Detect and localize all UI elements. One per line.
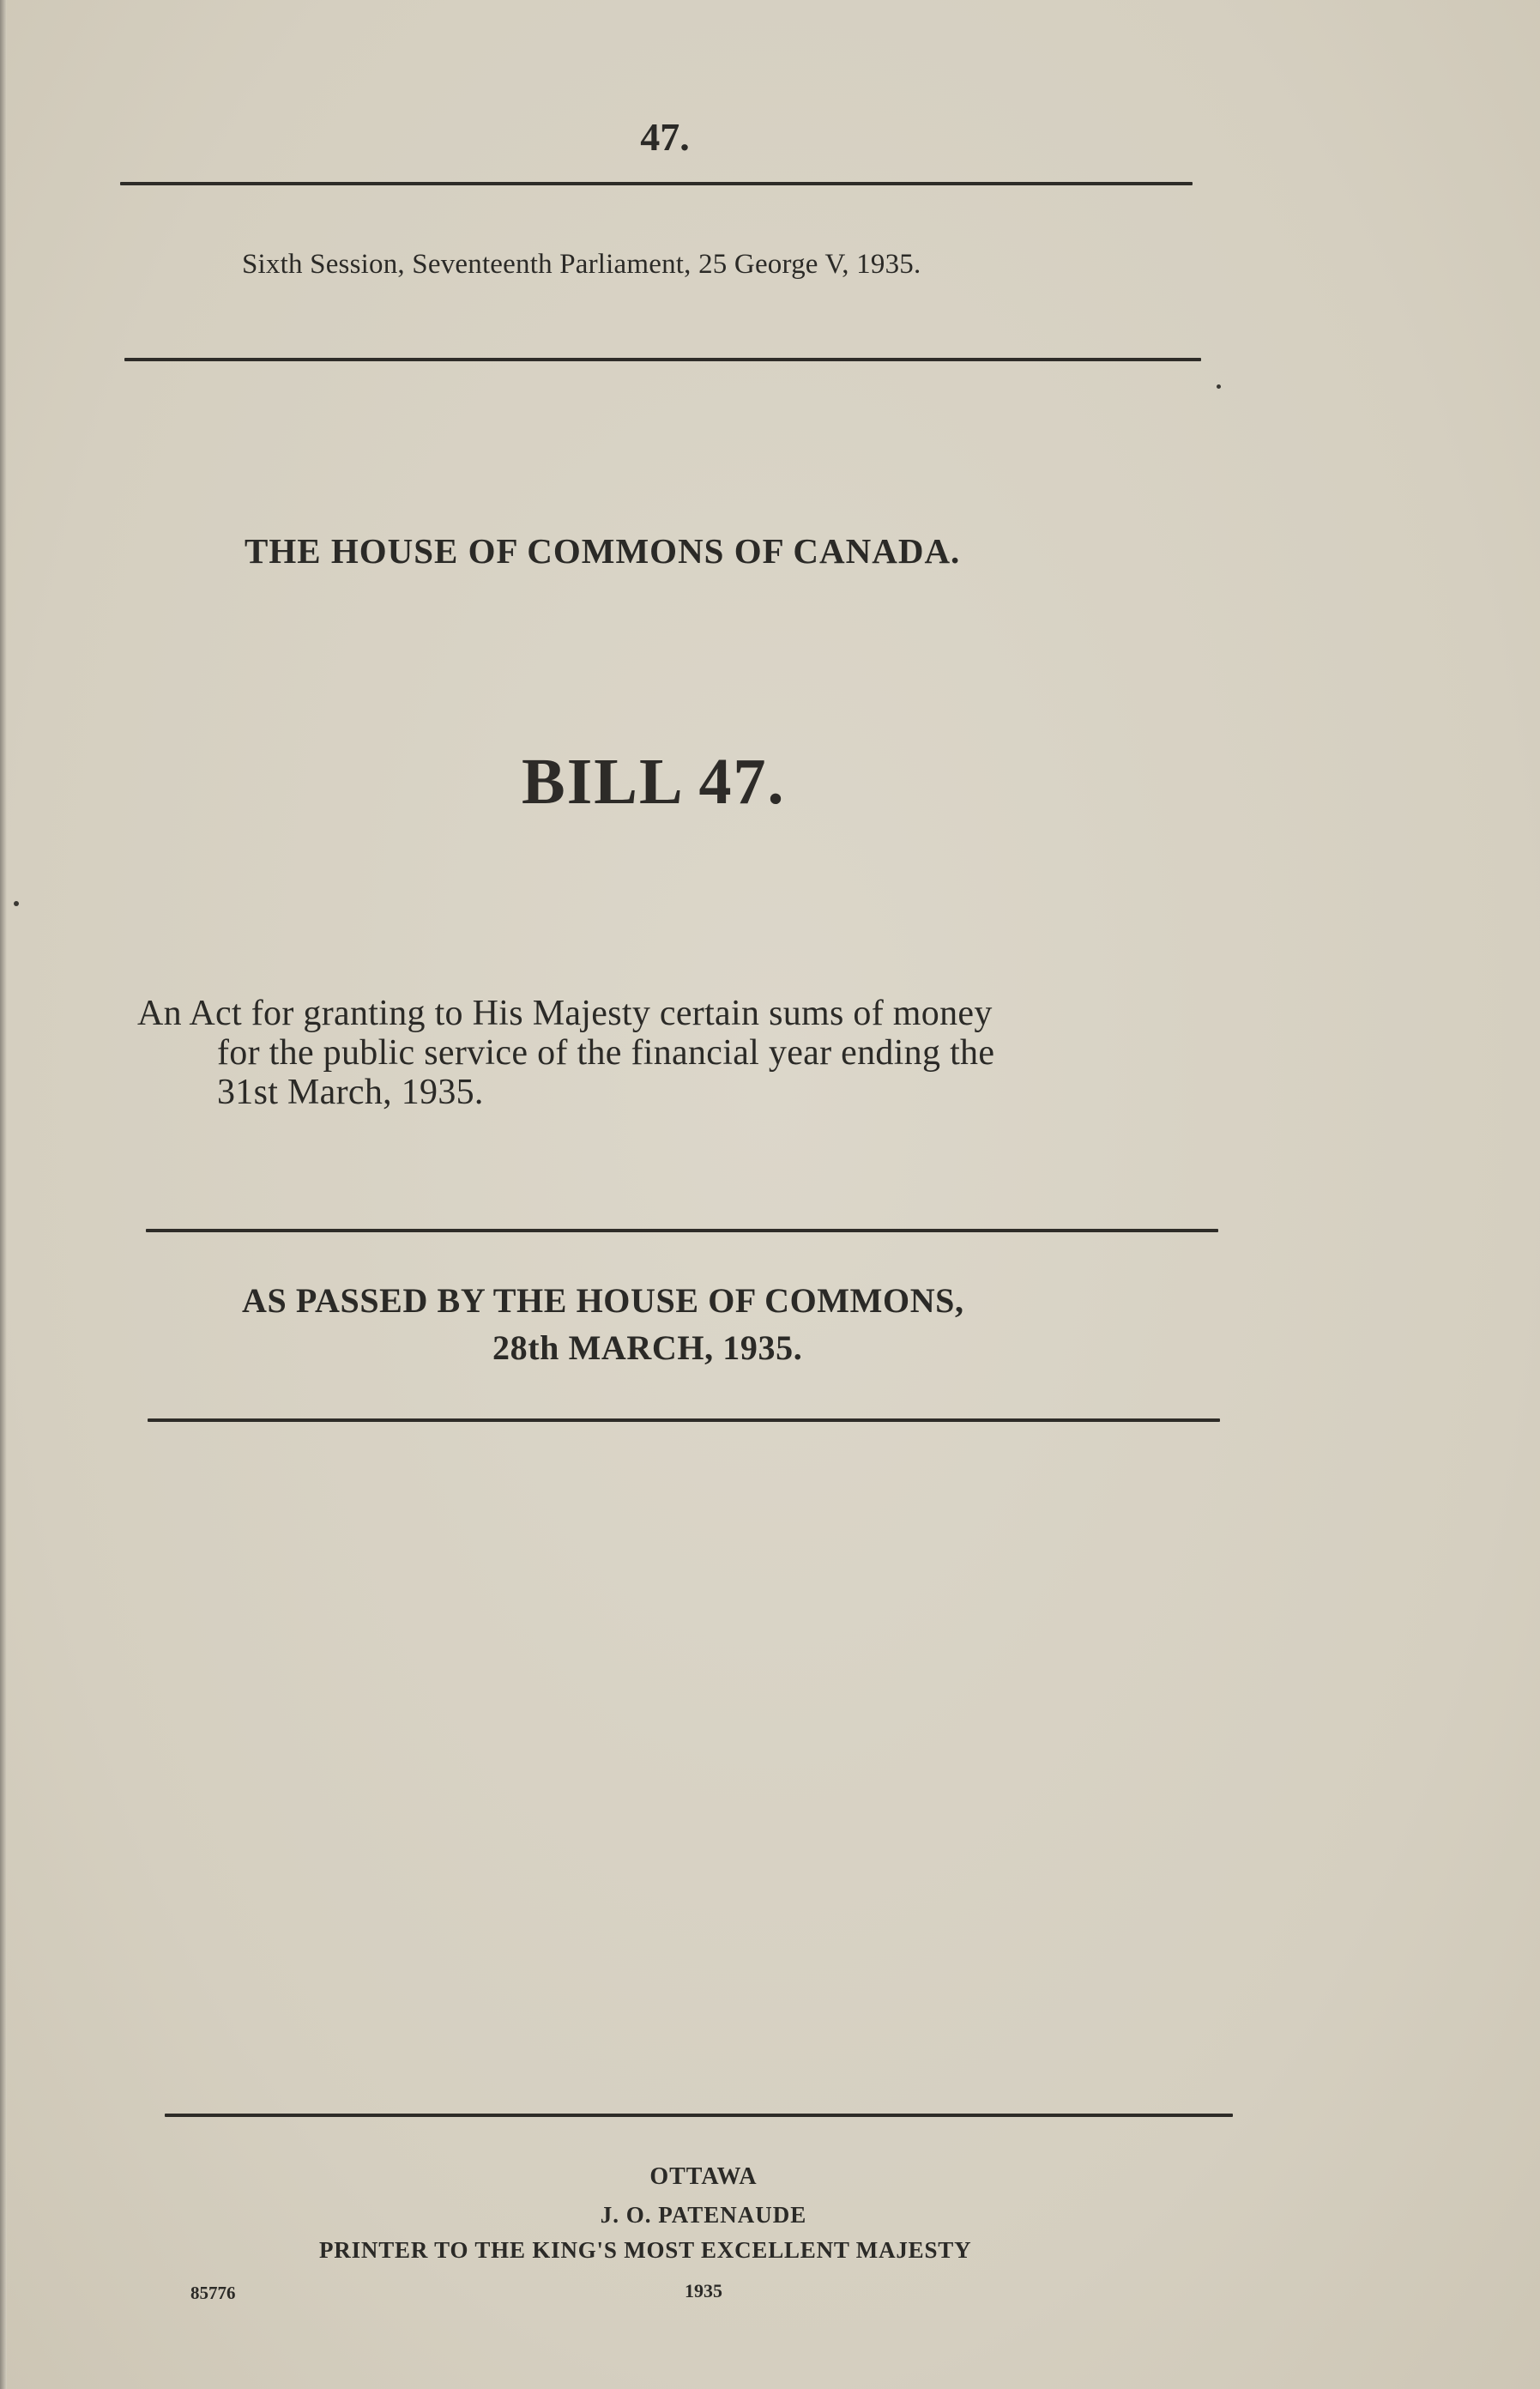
passed-line-2: 28th MARCH, 1935.: [492, 1328, 803, 1367]
passed-top-rule: [146, 1229, 1218, 1232]
act-title-line-3: 31st March, 1935.: [217, 1073, 484, 1112]
top-rule: [120, 182, 1193, 185]
session-line: Sixth Session, Seventeenth Parliament, 25 George V, 1935.: [242, 249, 921, 280]
act-title-line-2: for the public service of the financial year ending the: [217, 1033, 995, 1073]
passed-bottom-rule: [148, 1418, 1220, 1422]
passed-line-1: AS PASSED BY THE HOUSE OF COMMONS,: [242, 1281, 964, 1320]
page-number: 47.: [640, 115, 690, 159]
act-title-line-1: An Act for granting to His Majesty certain sums of money: [137, 994, 993, 1033]
imprint-print-number: 85776: [190, 2283, 236, 2303]
bill-title: BILL 47.: [522, 746, 786, 818]
ink-speck: [1217, 384, 1221, 389]
imprint-city: OTTAWA: [649, 2163, 758, 2190]
imprint-printer-title: PRINTER TO THE KING'S MOST EXCELLENT MAJESTY: [319, 2237, 972, 2263]
imprint-printer-name: J. O. PATENAUDE: [600, 2202, 807, 2228]
imprint-rule: [165, 2114, 1233, 2117]
page-edge-shadow: [0, 0, 7, 2389]
ink-speck: [14, 901, 19, 906]
house-heading: THE HOUSE OF COMMONS OF CANADA.: [245, 531, 961, 571]
imprint-year: 1935: [685, 2280, 722, 2301]
session-rule: [124, 358, 1201, 361]
